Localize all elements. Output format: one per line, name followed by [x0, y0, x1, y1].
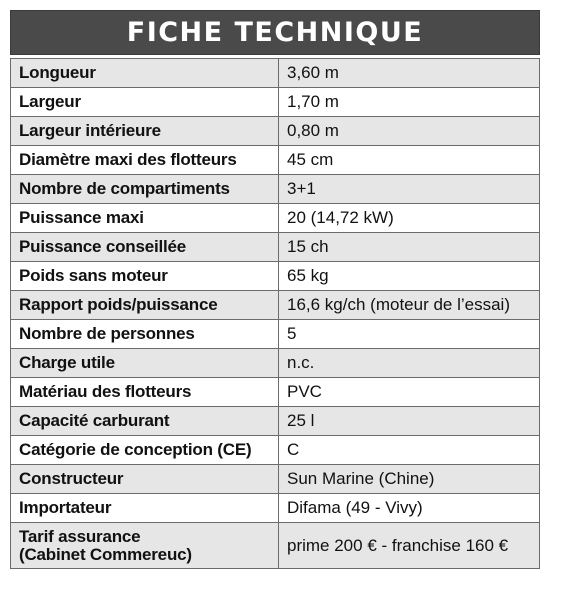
- row-label: Largeur intérieure: [11, 117, 279, 146]
- row-label: Puissance conseillée: [11, 233, 279, 262]
- row-value: 3+1: [279, 175, 540, 204]
- row-value: 5: [279, 320, 540, 349]
- row-label-line: Tarif assurance: [19, 526, 141, 546]
- row-value: 25 l: [279, 407, 540, 436]
- row-value: 1,70 m: [279, 88, 540, 117]
- row-value: 20 (14,72 kW): [279, 204, 540, 233]
- row-value: 0,80 m: [279, 117, 540, 146]
- row-label: Capacité carburant: [11, 407, 279, 436]
- title-bar: [10, 10, 540, 55]
- table-row: [11, 175, 540, 204]
- row-label: Nombre de personnes: [11, 320, 279, 349]
- table-row: [11, 465, 540, 494]
- row-label: Importateur: [11, 494, 279, 523]
- table-row: [11, 349, 540, 378]
- row-value: Sun Marine (Chine): [279, 465, 540, 494]
- row-value: Difama (49 - Vivy): [279, 494, 540, 523]
- row-label: Diamètre maxi des flotteurs: [11, 146, 279, 175]
- table-row: [11, 436, 540, 465]
- table-row: [11, 523, 540, 569]
- table-row: [11, 146, 540, 175]
- table-row: [11, 88, 540, 117]
- row-value: PVC: [279, 378, 540, 407]
- row-label: [11, 523, 279, 569]
- row-label: Rapport poids/puissance: [11, 291, 279, 320]
- table-row: [11, 59, 540, 88]
- row-label-line: (Cabinet Commereuc): [19, 544, 192, 564]
- table-row: [11, 291, 540, 320]
- row-value: 45 cm: [279, 146, 540, 175]
- row-label: Largeur: [11, 88, 279, 117]
- row-value: 3,60 m: [279, 59, 540, 88]
- row-label: Catégorie de conception (CE): [11, 436, 279, 465]
- row-label: Longueur: [11, 59, 279, 88]
- spec-table: [10, 58, 540, 569]
- row-value: 15 ch: [279, 233, 540, 262]
- row-label: Charge utile: [11, 349, 279, 378]
- table-row: [11, 262, 540, 291]
- table-row: [11, 204, 540, 233]
- row-value: 16,6 kg/ch (moteur de l’essai): [279, 291, 540, 320]
- row-label: Puissance maxi: [11, 204, 279, 233]
- table-row: [11, 378, 540, 407]
- spec-sheet: [10, 10, 540, 569]
- row-label: Nombre de compartiments: [11, 175, 279, 204]
- table-row: [11, 494, 540, 523]
- table-row: [11, 320, 540, 349]
- row-value: C: [279, 436, 540, 465]
- row-label: Poids sans moteur: [11, 262, 279, 291]
- row-value: 65 kg: [279, 262, 540, 291]
- table-row: [11, 407, 540, 436]
- row-label: Constructeur: [11, 465, 279, 494]
- table-row: [11, 117, 540, 146]
- row-label: Matériau des flotteurs: [11, 378, 279, 407]
- row-value: n.c.: [279, 349, 540, 378]
- table-row: [11, 233, 540, 262]
- sheet-title: FICHE TECHNIQUE: [126, 17, 424, 48]
- row-value: prime 200 € - franchise 160 €: [279, 523, 540, 569]
